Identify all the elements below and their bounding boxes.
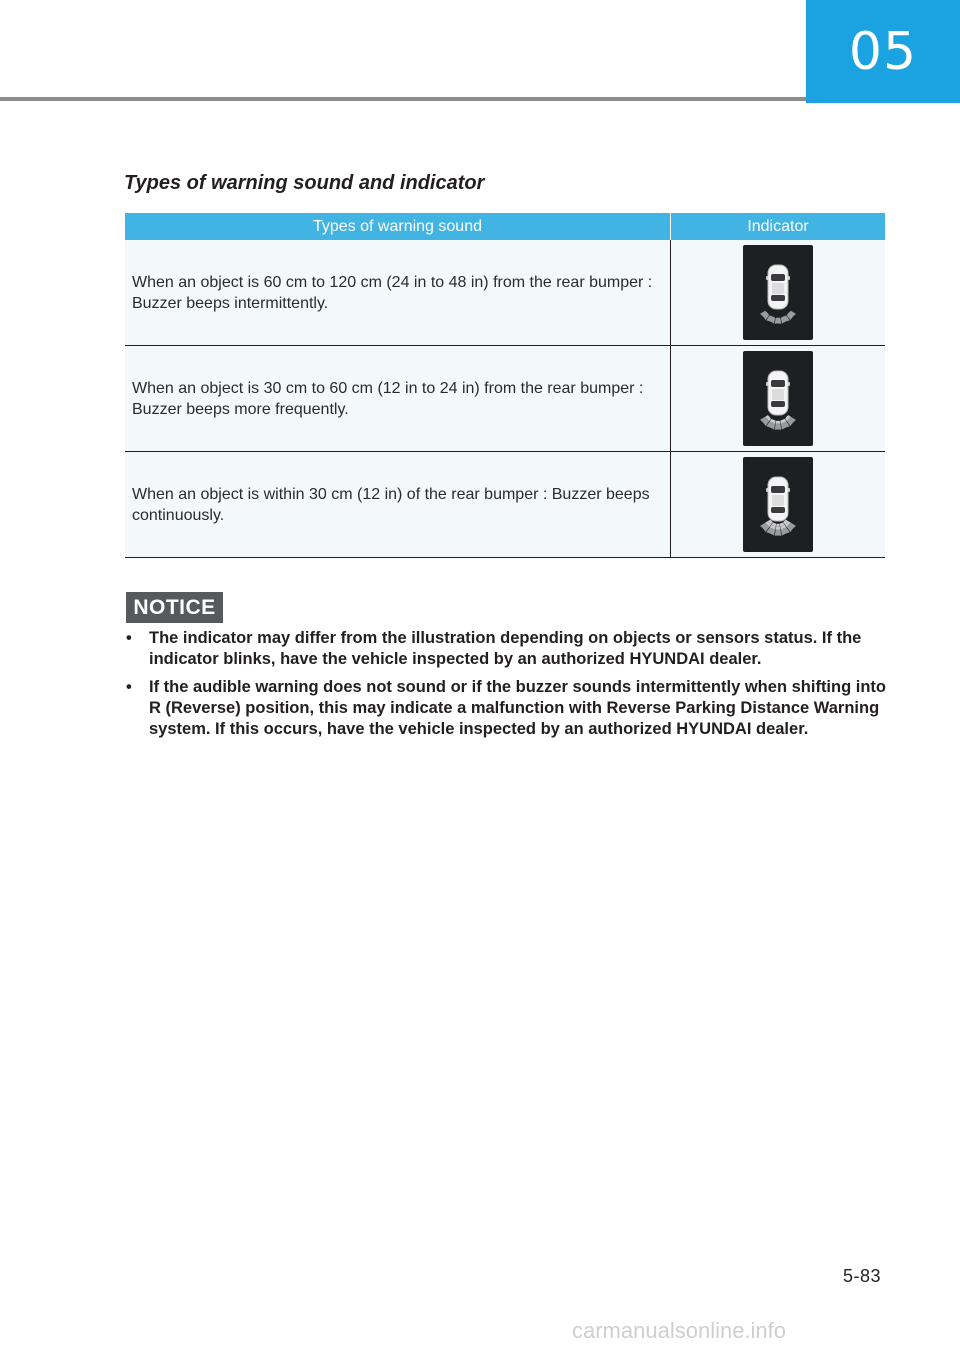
indicator-cell <box>671 346 886 452</box>
parking-distance-indicator-icon <box>743 351 813 446</box>
indicator-cell <box>671 240 886 346</box>
section-title: Types of warning sound and indicator <box>124 172 485 194</box>
chapter-number: 05 <box>848 21 918 82</box>
warning-arc-segment <box>776 524 780 527</box>
notice-list <box>126 628 886 747</box>
warning-arc-segment <box>775 318 782 324</box>
bullet-icon: • <box>126 629 132 647</box>
notice-item <box>126 677 886 740</box>
indicator-cell <box>671 452 886 558</box>
indicator-svg <box>743 351 813 446</box>
table-row <box>125 240 885 346</box>
warning-arc-segment <box>775 424 782 430</box>
notice-item-text: If the audible warning does not sound or if the buzzer sounds intermittently when shifting into R (Reverse) position, this may indicate a malfunction with Reverse Parking Distance Warning system. If this occurs, have the vehicle inspected by an authorized HYUNDAI dealer. <box>149 678 886 738</box>
table-row <box>125 346 885 452</box>
warning-arc-segment <box>776 421 781 424</box>
warning-arc-segment <box>775 530 782 536</box>
header-warning-sound: Types of warning sound <box>125 213 671 240</box>
indicator-svg <box>743 245 813 340</box>
notice-item-text: The indicator may differ from the illustration depending on objects or sensors status. If the indicator blinks, have the vehicle inspected by an authorized HYUNDAI dealer. <box>149 629 862 668</box>
warning-description: When an object is within 30 cm (12 in) of the rear bumper : Buzzer beeps continuously. <box>125 452 671 558</box>
notice-label: NOTICE <box>126 592 223 623</box>
warning-description: When an object is 60 cm to 120 cm (24 in to 48 in) from the rear bumper : Buzzer beeps intermittently. <box>125 240 671 346</box>
warning-table <box>125 213 885 558</box>
indicator-svg <box>743 457 813 552</box>
header-indicator: Indicator <box>671 213 886 240</box>
header-rule <box>0 97 806 101</box>
parking-distance-indicator-icon <box>743 245 813 340</box>
table-row <box>125 452 885 558</box>
car-icon <box>766 477 790 521</box>
table-header-row <box>125 213 885 240</box>
car-icon <box>766 371 790 415</box>
chapter-tab <box>806 0 960 103</box>
car-icon <box>766 265 790 309</box>
parking-distance-indicator-icon <box>743 457 813 552</box>
page-number: 5-83 <box>842 1266 881 1286</box>
watermark: carmanualsonline.info <box>572 1318 787 1343</box>
warning-arc-segment <box>776 527 781 530</box>
warning-description: When an object is 30 cm to 60 cm (12 in to 24 in) from the rear bumper : Buzzer beeps more frequently. <box>125 346 671 452</box>
notice-item <box>126 628 886 670</box>
bullet-icon: • <box>126 678 132 696</box>
